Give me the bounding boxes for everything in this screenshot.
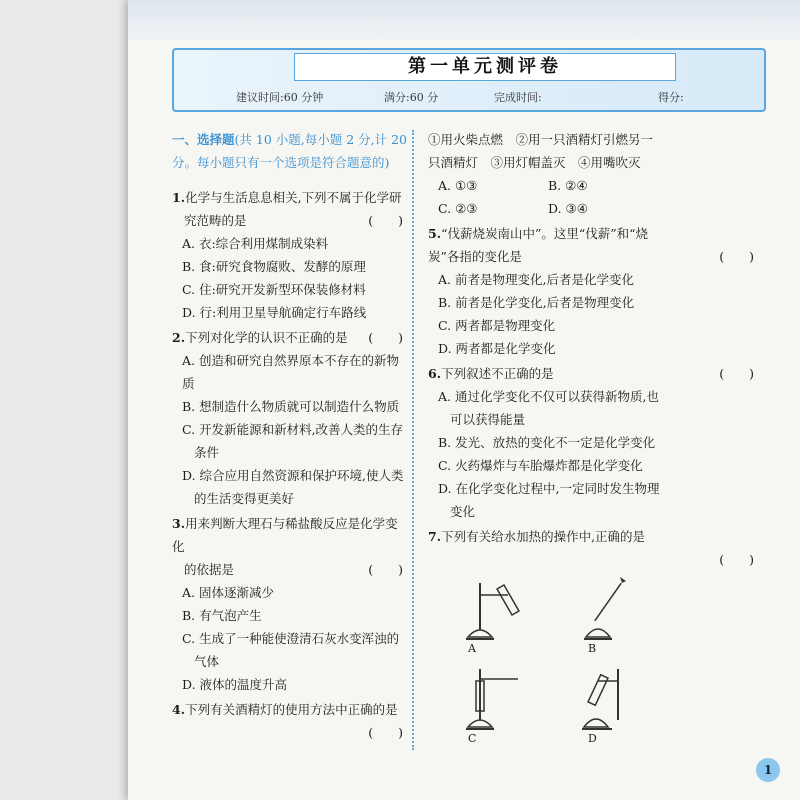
q4-answer-blank[interactable]: ( ) [368,725,403,740]
q2-stem: 下列对化学的认识不正确的是 [185,330,348,345]
q2-option-d-cont: 的生活变得更美好 [194,491,295,506]
q1-option-b[interactable]: B. 食:研究食物腐败、发酵的原理 [182,259,366,274]
question-4-cont [428,128,758,220]
q3-answer-blank[interactable]: ( ) [368,562,403,577]
q1-number: 1. [172,190,186,205]
question-3 [172,512,407,696]
q3-option-a[interactable]: A. 固体逐渐减少 [182,585,274,600]
q5-stem-b: 炭”各指的变化是 [428,249,522,264]
section-desc-a: (共 10 小题,每小题 2 分,计 20 [234,132,407,147]
question-2 [172,326,407,510]
q1-option-c[interactable]: C. 住:研究开发新型环保装修材料 [182,282,366,297]
q1-stem-a: 化学与生活息息相关,下列不属于化学研 [185,190,402,205]
q2-option-c-cont: 条件 [194,445,220,460]
full-score: 满分:60 分 [384,91,439,104]
q6-option-a[interactable]: A. 通过化学变化不仅可以获得新物质,也 [438,389,659,404]
question-7 [428,525,758,765]
q4-stem: 下列有关酒精灯的使用方法中正确的是 [185,702,398,717]
q4-option-c[interactable]: C. ②③ [438,201,478,216]
suggested-time: 建议时间:60 分钟 [236,91,324,104]
q6-answer-blank[interactable]: ( ) [719,366,754,381]
q5-stem-a: “伐薪烧炭南山中”。这里“伐薪”和“烧 [441,226,649,241]
figure-b[interactable] [578,575,678,655]
q2-answer-blank[interactable]: ( ) [368,330,403,345]
q2-number: 2. [172,330,186,345]
q2-option-c[interactable]: C. 开发新能源和新材料,改善人类的生存 [182,422,404,437]
q2-option-a[interactable]: A. 创造和研究自然界原本不存在的新物质 [182,353,399,391]
q1-option-d[interactable]: D. 行:利用卫星导航确定行车路线 [182,305,367,320]
q7-answer-blank[interactable]: ( ) [719,552,754,567]
q6-option-d-cont: 变化 [450,504,476,519]
question-5 [428,222,758,360]
q5-number: 5. [428,226,442,241]
q4-option-d[interactable]: D. ③④ [548,201,588,216]
q6-option-d[interactable]: D. 在化学变化过程中,一定同时发生物理 [438,481,660,496]
figure-c[interactable] [458,665,558,745]
section-desc-b: 分。每小题只有一个选项是符合题意的) [172,155,390,170]
info-row [174,86,764,106]
q4-number: 4. [172,702,186,717]
q3-number: 3. [172,516,186,531]
q3-stem-b: 的依据是 [184,562,235,577]
q5-option-b[interactable]: B. 前者是化学变化,后者是物理变化 [438,295,635,310]
exam-page [128,0,800,800]
page-number-badge: 1 [756,758,780,782]
section-title: 一、选择题 [172,132,235,147]
q1-option-a[interactable]: A. 衣:综合利用煤制成染料 [182,236,329,251]
q5-option-a[interactable]: A. 前者是物理变化,后者是化学变化 [438,272,634,287]
q5-option-d[interactable]: D. 两者都是化学变化 [438,341,556,356]
figure-d-label: D [588,732,597,745]
question-6 [428,362,758,523]
q1-stem-b: 究范畴的是 [184,213,247,228]
figure-b-label: B [588,642,597,655]
q6-number: 6. [428,366,442,381]
question-4 [172,698,407,740]
q3-option-b[interactable]: B. 有气泡产生 [182,608,262,623]
q4-option-a[interactable]: A. ①③ [438,178,478,193]
figure-a[interactable] [458,575,558,655]
q4-option-b[interactable]: B. ②④ [548,178,588,193]
question-1 [172,186,407,324]
figure-c-label: C [468,732,477,745]
q4-list-a: ①用火柴点燃 ②用一只酒精灯引燃另一 [428,132,654,147]
heating-apparatus-icon [578,665,678,735]
q3-stem-a: 用来判断大理石与稀盐酸反应是化学变化 [172,516,398,554]
finish-time: 完成时间: [494,91,542,104]
q3-option-d[interactable]: D. 液体的温度升高 [182,677,288,692]
right-column [428,128,758,765]
q6-option-a-cont: 可以获得能量 [450,412,526,427]
q2-option-d[interactable]: D. 综合应用自然资源和保护环境,使人类 [182,468,404,483]
q3-option-c-cont: 气体 [194,654,220,669]
figure-d[interactable] [578,665,678,745]
q6-option-c[interactable]: C. 火药爆炸与车胎爆炸都是化学变化 [438,458,643,473]
q3-option-c[interactable]: C. 生成了一种能使澄清石灰水变浑浊的 [182,631,400,646]
score-obtained: 得分: [658,91,684,104]
q7-stem: 下列有关给水加热的操作中,正确的是 [441,529,646,544]
q5-option-c[interactable]: C. 两者都是物理变化 [438,318,556,333]
q6-option-b[interactable]: B. 发光、放热的变化不一定是化学变化 [438,435,656,450]
q4-list-b: 只酒精灯 ③用灯帽盖灭 ④用嘴吹灭 [428,155,641,170]
figure-a-label: A [468,642,476,655]
column-divider [412,130,414,750]
header-box [172,48,766,112]
q5-answer-blank[interactable]: ( ) [719,249,754,264]
q6-stem: 下列叙述不正确的是 [441,366,554,381]
q2-option-b[interactable]: B. 想制造什么物质就可以制造什么物质 [182,399,400,414]
q1-answer-blank[interactable]: ( ) [368,213,403,228]
left-column [172,128,407,744]
q7-figures [428,575,728,765]
heating-apparatus-icon [458,575,558,645]
heating-apparatus-icon [458,665,558,735]
section-header [172,128,407,151]
heating-apparatus-icon [578,575,678,645]
page-title: 第一单元测评卷 [294,53,676,81]
top-band [128,0,800,40]
q7-number: 7. [428,529,442,544]
